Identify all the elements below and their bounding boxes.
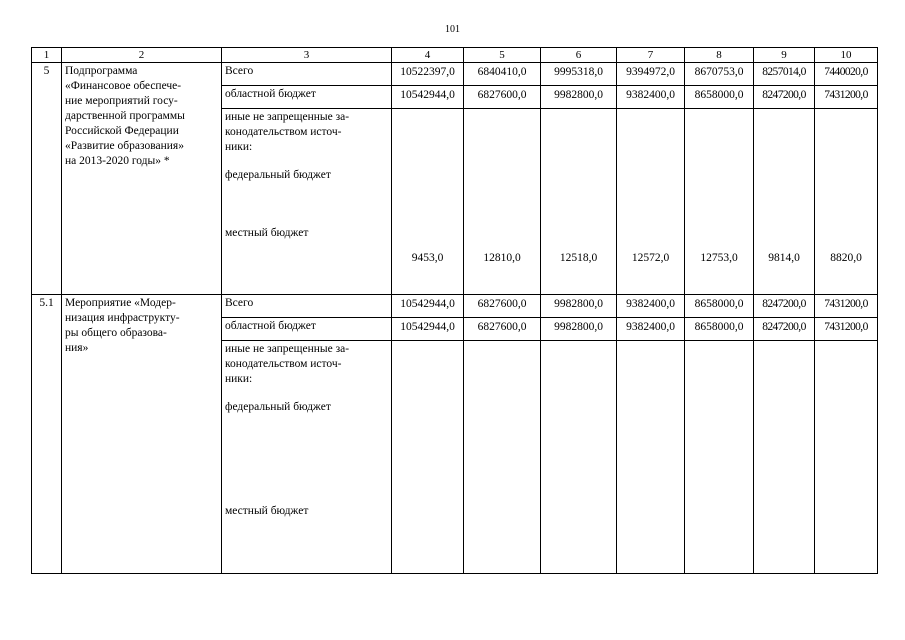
value-cell: 9982800,0	[541, 86, 617, 109]
item-name	[62, 295, 222, 574]
value-cell: 8670753,0	[685, 63, 754, 86]
header-cell: 1	[32, 48, 62, 63]
item-name-line: низация инфраструкту-	[65, 312, 180, 324]
value-cell: 8257014,0	[754, 63, 815, 86]
empty-cell	[685, 341, 754, 574]
value-cell: 8247200,0	[754, 295, 815, 318]
value-cell: 10542944,0	[392, 86, 464, 109]
other-sources-line: конодательством источ-	[225, 358, 342, 370]
source-label: Всего	[222, 295, 392, 318]
local-budget-label: местный бюджет	[225, 227, 309, 239]
empty-cell	[617, 341, 685, 574]
page-number: 101	[445, 24, 460, 35]
source-label: областной бюджет	[222, 86, 392, 109]
local-budget-label: местный бюджет	[225, 505, 309, 517]
other-sources-cell	[222, 341, 392, 574]
value-cell: 8658000,0	[685, 318, 754, 341]
value-cell: 8247200,0	[754, 86, 815, 109]
federal-budget-label: федеральный бюджет	[225, 169, 331, 181]
item-name-line: Мероприятие «Модер-	[65, 297, 176, 309]
header-cell: 6	[541, 48, 617, 63]
header-cell: 7	[617, 48, 685, 63]
item-name-line: ния»	[65, 342, 89, 354]
item-number: 5.1	[32, 295, 62, 574]
header-cell: 9	[754, 48, 815, 63]
value-cell: 6827600,0	[464, 318, 541, 341]
federal-budget-label: федеральный бюджет	[225, 401, 331, 413]
value-cell: 7431200,0	[815, 86, 878, 109]
other-sources-line: конодательством источ-	[225, 126, 342, 138]
value-cell: 8247200,0	[754, 318, 815, 341]
table-row	[32, 63, 878, 86]
local-value-cell: 9453,0	[392, 109, 464, 295]
value-cell: 9382400,0	[617, 318, 685, 341]
value-cell: 8658000,0	[685, 295, 754, 318]
value-cell: 7440020,0	[815, 63, 878, 86]
item-name-line: ры общего образова-	[65, 327, 167, 339]
item-name-line: Подпрограмма	[65, 65, 138, 77]
source-label: Всего	[222, 63, 392, 86]
local-value-cell: 9814,0	[754, 109, 815, 295]
value-cell: 9382400,0	[617, 86, 685, 109]
budget-table	[31, 47, 878, 574]
item-name-line: «Финансовое обеспече-	[65, 80, 182, 92]
header-cell: 8	[685, 48, 754, 63]
other-sources-line: ники:	[225, 373, 253, 385]
value-cell: 7431200,0	[815, 318, 878, 341]
value-cell: 9394972,0	[617, 63, 685, 86]
value-cell: 9382400,0	[617, 295, 685, 318]
empty-cell	[392, 341, 464, 574]
item-name-line: Российской Федерации	[65, 125, 179, 137]
empty-cell	[754, 341, 815, 574]
table-row	[32, 295, 878, 318]
local-value-cell: 12572,0	[617, 109, 685, 295]
header-cell: 2	[62, 48, 222, 63]
header-cell: 10	[815, 48, 878, 63]
item-number: 5	[32, 63, 62, 295]
other-sources-cell	[222, 109, 392, 295]
value-cell: 9995318,0	[541, 63, 617, 86]
value-cell: 8658000,0	[685, 86, 754, 109]
local-value-cell: 12753,0	[685, 109, 754, 295]
local-value-cell: 12518,0	[541, 109, 617, 295]
other-sources-line: ники:	[225, 141, 253, 153]
value-cell: 10542944,0	[392, 318, 464, 341]
empty-cell	[541, 341, 617, 574]
value-cell: 9982800,0	[541, 295, 617, 318]
empty-cell	[464, 341, 541, 574]
source-label: областной бюджет	[222, 318, 392, 341]
local-value-cell: 12810,0	[464, 109, 541, 295]
header-cell: 5	[464, 48, 541, 63]
header-row	[32, 48, 878, 63]
value-cell: 6827600,0	[464, 295, 541, 318]
header-cell: 3	[222, 48, 392, 63]
other-sources-line: иные не запрещенные за-	[225, 343, 350, 355]
value-cell: 7431200,0	[815, 295, 878, 318]
local-value-cell: 8820,0	[815, 109, 878, 295]
value-cell: 10522397,0	[392, 63, 464, 86]
other-sources-line: иные не запрещенные за-	[225, 111, 350, 123]
header-cell: 4	[392, 48, 464, 63]
value-cell: 6827600,0	[464, 86, 541, 109]
item-name-line: ние мероприятий госу-	[65, 95, 178, 107]
item-name-line: дарственной программы	[65, 110, 185, 122]
value-cell: 10542944,0	[392, 295, 464, 318]
item-name	[62, 63, 222, 295]
item-name-line: «Развитие образования»	[65, 140, 184, 152]
item-name-line: на 2013-2020 годы» *	[65, 155, 170, 167]
empty-cell	[815, 341, 878, 574]
value-cell: 6840410,0	[464, 63, 541, 86]
value-cell: 9982800,0	[541, 318, 617, 341]
